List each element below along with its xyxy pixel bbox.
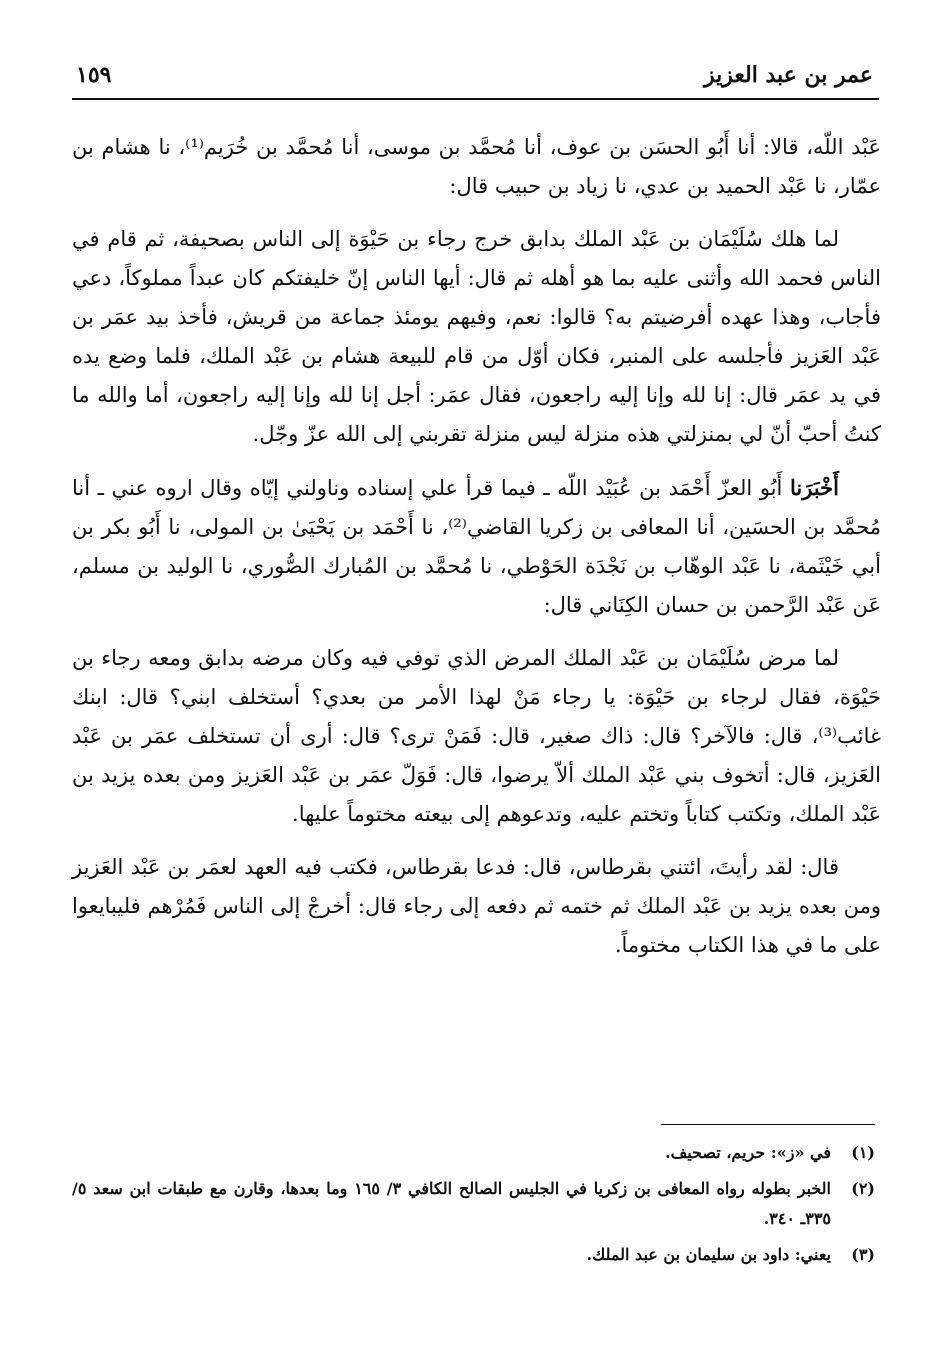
- footnote: [72, 1240, 875, 1270]
- paragraph-text: عَبْد اللّه، قالا: أنا أَبُو الحسَن بن عوف، أنا مُحمَّد بن موسى، أنا مُحمَّد بن خُرَيم⁽¹⁾، نا هشام بن عمّار، نا عَبْد الحميد بن عدي، نا زياد بن حبيب قال:: [72, 135, 882, 198]
- footnote: [72, 1174, 875, 1234]
- footnotes: [72, 1138, 875, 1276]
- main-text: [72, 128, 881, 979]
- paragraph: [72, 848, 881, 965]
- paragraph-text: لما هلك سُلَيْمَان بن عَبْد الملك بدابق خرج رجاء بن حَيْوَة إلى الناس بصحيفة، ثم قام في الناس فحمد الله وأثنى عليه بما هو أهله ثم قال: أيها الناس إنّ خليفتكم كان عبداً مملوكاً، دعي فأجاب، وهذا عهده أفرضيتم به؟ قالوا: نعم، وفيهم يومئذ جماعة من قريش، فأخذ بيد عمَر بن عَبْد العَزيز فأجلسه على المنبر، فكان أوّل من قام للبيعة هشام بن عَبْد الملك، فلما وضع يده في يد عمَر قال: إنا لله وإنا إليه راجعون، فقال عمَر: أجل إنا لله وإنا إليه راجعون، أما والله ما كنتُ أحبّ أنّ لي بمنزلتي هذه منزلة ليس منزلة تقربني إلى الله عزّ وجّل.: [72, 227, 881, 446]
- footnote-text: يعني: داود بن سليمان بن عبد الملك.: [586, 1245, 831, 1264]
- paragraph: [72, 468, 881, 625]
- page-header: [72, 58, 879, 100]
- paragraph: [72, 128, 881, 206]
- running-title: عمر بن عبد العزيز: [704, 62, 873, 88]
- paragraph-text: أَبُو العزّ أَحْمَد بن عُبَيْد اللّه ـ فيما قرأ علي إسناده وناولني إيّاه وقال اروه عني ـ أنا مُحمَّد بن الحسَين، أنا المعافى بن زكريا القاضي⁽²⁾، نا أَحْمَد بن يَحْيَىٰ بن المولى، نا أَبُو بكر بن أبي خَيْثَمة، نا عَبْد الوهّاب بن نَجْدَة الحَوْطي، نا مُحمَّد بن المُبارك الصُّوري، نا الوليد بن مسلم، عَن عَبْد الرَّحمن بن حسان الكِنَاني قال:: [72, 476, 881, 617]
- paragraph: [72, 220, 881, 454]
- paragraph-text: لما مرض سُلَيْمَان بن عَبْد الملك المرض الذي توفي فيه وكان مرضه بدابق ومعه رجاء بن حَيْوَة، فقال لرجاء بن حَيْوَة: يا رجاء مَنْ لهذا الأمر من بعدي؟ أستخلف ابني؟ قال: ابنك غائب⁽³⁾، قال: فالآخر؟ قال: ذاك صغير، قال: فَمَنْ ترى؟ قال: أرى أن تستخلف عمَر بن عَبْد العَزيز، قال: أتخوف بني عَبْد الملك ألاّ يرضوا، قال: فَوَلّ عمَر بن عَبْد العَزيز ومن بعده يزيد بن عَبْد الملك، وتكتب كتاباً وتختم عليه، وتدعوهم إلى بيعته مختوماً عليها.: [72, 646, 881, 826]
- footnote-number: (١): [851, 1143, 875, 1162]
- paragraph-text: قال: لقد رأيتَ، ائتني بقرطاس، قال: فدعا بقرطاس، فكتب فيه العهد لعمَر بن عَبْد العَزيز ومن بعده يزيد بن عَبْد الملك ثم ختمه ثم دفعه إلى رجاء قال: أخرجْ إلى الناس فَمُرْهم فليبايعوا على ما في هذا الكتاب مختوماً.: [72, 855, 881, 957]
- footnote-text: في «ز»: حريم، تصحيف.: [665, 1143, 831, 1162]
- footnote-number: (٢): [851, 1179, 875, 1198]
- footnote-number: (٣): [851, 1245, 875, 1264]
- footnote-text: الخبر بطوله رواه المعافى بن زكريا في الجليس الصالح الكافي ٣/ ١٦٥ وما بعدها، وقارن مع طبقات ابن سعد ٥/ ٣٣٥ـ ٣٤٠.: [72, 1179, 831, 1228]
- paragraph: [72, 639, 881, 834]
- page-number: ١٥٩: [76, 62, 112, 88]
- footnote-divider: [661, 1124, 875, 1125]
- paragraph-lead-word: أَخْبَرَنا: [790, 475, 839, 500]
- footnote: [72, 1138, 875, 1168]
